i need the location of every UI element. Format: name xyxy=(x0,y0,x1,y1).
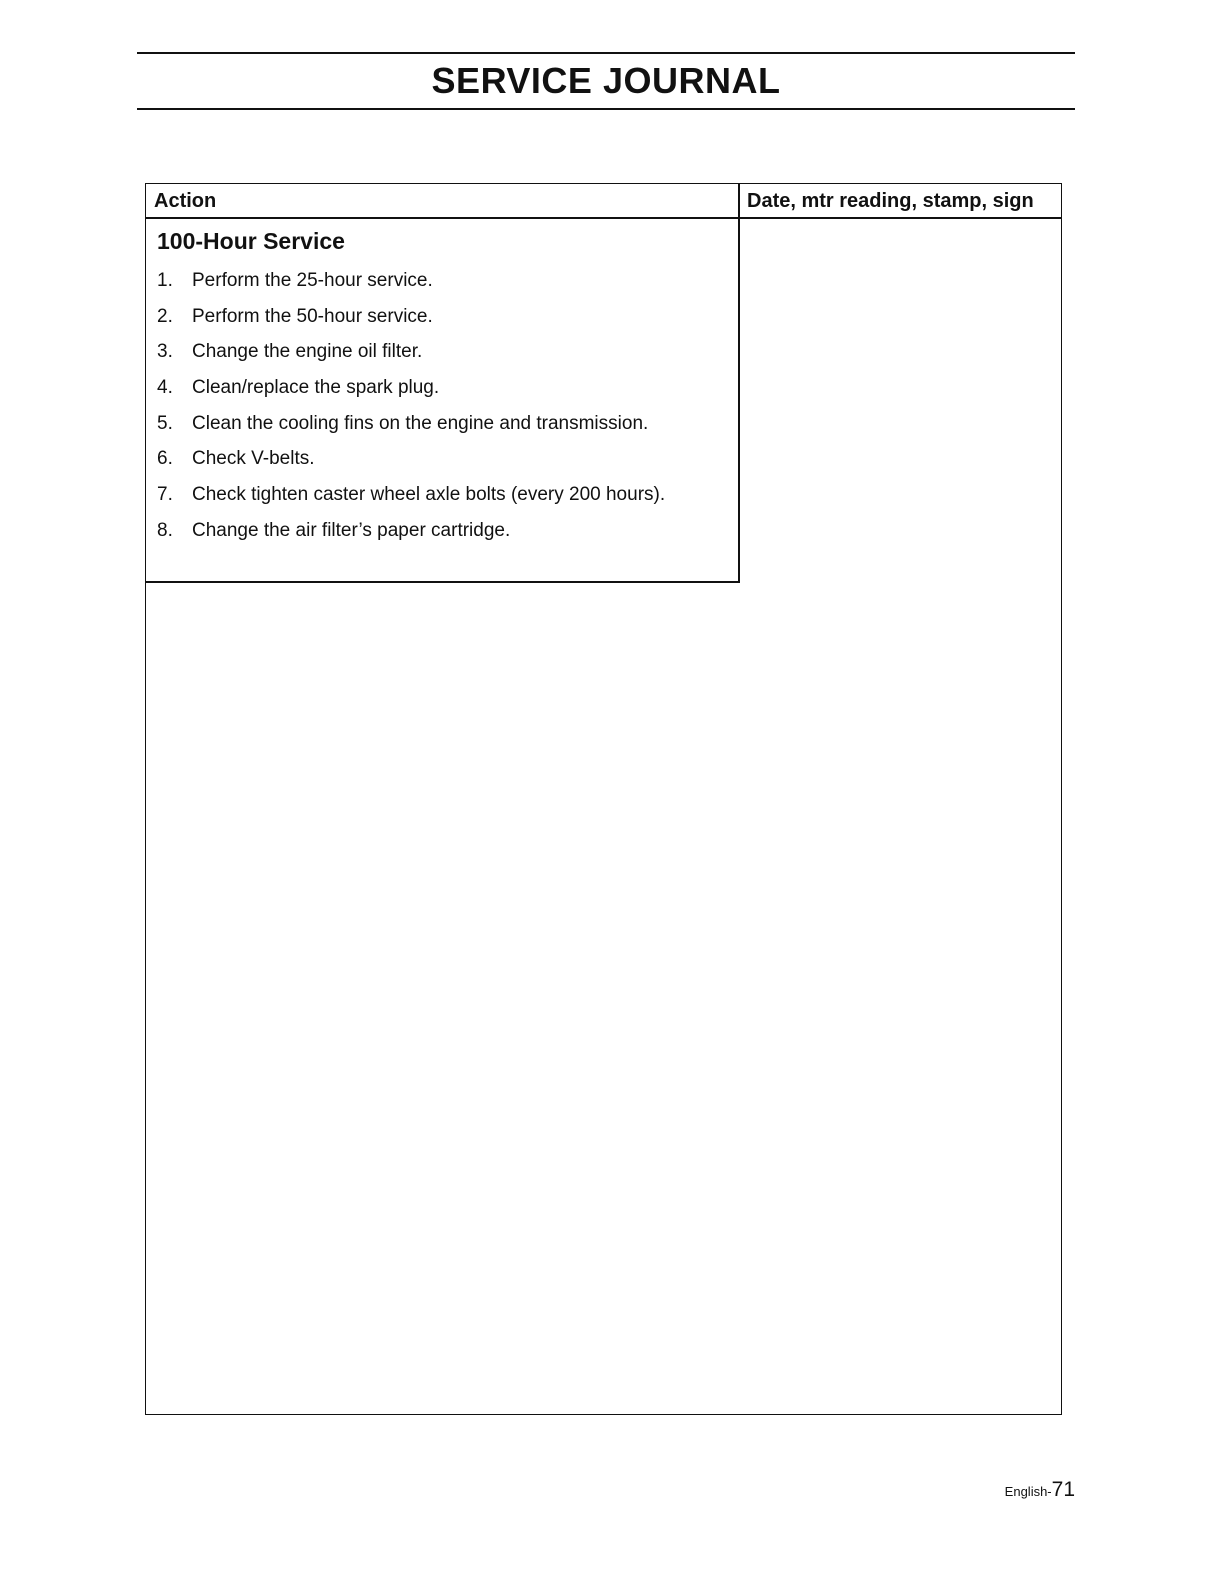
task-number: 2. xyxy=(157,305,173,327)
page-number xyxy=(1005,1478,1075,1504)
section-title: 100-Hour Service xyxy=(157,228,345,254)
task-number: 1. xyxy=(157,270,173,291)
task-item xyxy=(157,373,665,409)
task-list xyxy=(157,266,665,552)
task-number: 4. xyxy=(157,377,173,399)
task-number: 5. xyxy=(157,412,173,434)
task-item xyxy=(157,516,665,552)
task-text: Change the air filter’s paper cartridge. xyxy=(192,519,511,541)
header-divider xyxy=(145,217,1062,219)
task-item xyxy=(157,480,665,516)
title-rule-bottom xyxy=(137,108,1075,110)
task-text: Perform the 50-hour service. xyxy=(192,305,433,327)
task-number: 8. xyxy=(157,519,173,541)
page-language: English- xyxy=(1004,1484,1052,1499)
task-item xyxy=(157,337,665,373)
section-divider xyxy=(145,581,740,583)
title-rule-top xyxy=(137,52,1075,54)
task-number: 3. xyxy=(157,341,173,363)
task-number: 7. xyxy=(157,484,173,506)
page-number-value: 71 xyxy=(1051,1478,1075,1501)
task-item xyxy=(157,409,665,445)
task-item xyxy=(157,444,665,480)
column-header-action: Action xyxy=(154,190,217,212)
task-text: Clean/replace the spark plug. xyxy=(192,377,440,399)
task-number: 6. xyxy=(157,448,173,470)
task-text: Clean the cooling fins on the engine and transmission. xyxy=(192,412,649,434)
task-text: Check V-belts. xyxy=(192,448,315,470)
task-item xyxy=(157,266,665,302)
column-divider xyxy=(738,183,740,583)
task-text: Perform the 25-hour service. xyxy=(192,270,433,291)
column-header-record: Date, mtr reading, stamp, sign xyxy=(747,190,1034,212)
task-item xyxy=(157,302,665,338)
page-title: SERVICE JOURNAL xyxy=(431,60,781,101)
task-text: Check tighten caster wheel axle bolts (every 200 hours). xyxy=(192,484,666,506)
task-text: Change the engine oil filter. xyxy=(192,341,423,363)
